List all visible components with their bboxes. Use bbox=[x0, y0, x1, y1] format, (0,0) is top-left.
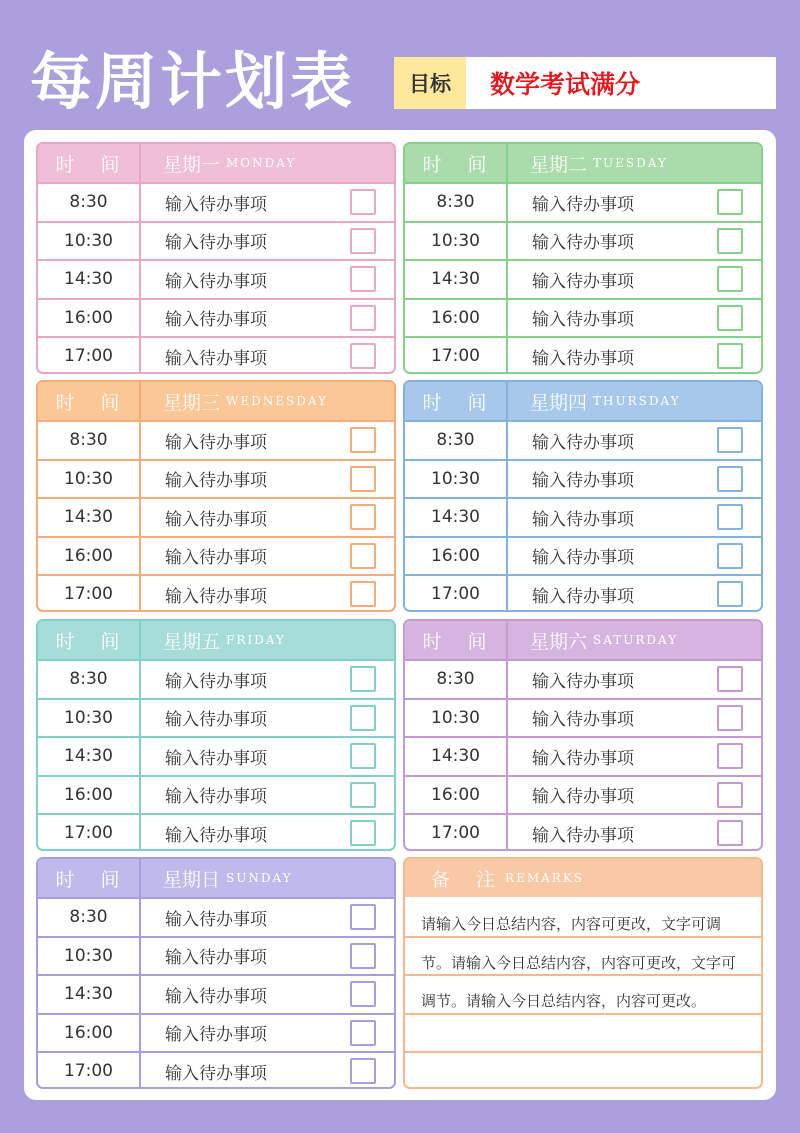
table-row bbox=[38, 182, 394, 221]
time-header: 时 间 bbox=[38, 859, 141, 897]
checkbox[interactable] bbox=[350, 427, 376, 453]
time-header: 时 间 bbox=[38, 144, 141, 182]
checkbox[interactable] bbox=[350, 189, 376, 215]
goal-label: 目标 bbox=[394, 57, 466, 109]
task-text[interactable]: 输入待办事项 bbox=[532, 194, 634, 215]
row-task[interactable] bbox=[508, 184, 761, 221]
task-text[interactable]: 输入待办事项 bbox=[165, 909, 267, 930]
task-text[interactable]: 输入待办事项 bbox=[165, 1063, 267, 1084]
time-header: 时 间 bbox=[38, 621, 141, 659]
checkbox[interactable] bbox=[717, 743, 743, 769]
table-row bbox=[405, 698, 761, 737]
table-row bbox=[38, 974, 394, 1013]
day-panel-tuesday bbox=[403, 142, 763, 374]
checkbox[interactable] bbox=[717, 343, 743, 369]
row-time: 10:30 bbox=[38, 938, 141, 975]
task-text[interactable]: 输入待办事项 bbox=[165, 509, 267, 530]
table-row bbox=[38, 659, 394, 698]
row-time: 10:30 bbox=[405, 223, 508, 260]
day-header bbox=[405, 144, 761, 182]
checkbox[interactable] bbox=[350, 705, 376, 731]
table-row bbox=[38, 497, 394, 536]
row-time: 16:00 bbox=[38, 300, 141, 337]
task-text[interactable]: 输入待办事项 bbox=[165, 310, 267, 331]
table-row bbox=[405, 259, 761, 298]
row-time: 8:30 bbox=[38, 899, 141, 936]
task-text[interactable]: 输入待办事项 bbox=[165, 548, 267, 569]
time-header: 时 间 bbox=[405, 621, 508, 659]
row-time: 8:30 bbox=[405, 184, 508, 221]
task-text[interactable]: 输入待办事项 bbox=[532, 787, 634, 808]
task-text[interactable]: 输入待办事项 bbox=[532, 233, 634, 254]
table-row bbox=[405, 536, 761, 575]
task-text[interactable]: 输入待办事项 bbox=[165, 233, 267, 254]
checkbox[interactable] bbox=[717, 581, 743, 607]
day-title bbox=[508, 621, 761, 659]
task-text[interactable]: 输入待办事项 bbox=[165, 986, 267, 1007]
day-name-en: SUNDAY bbox=[226, 871, 293, 885]
row-task[interactable] bbox=[141, 184, 394, 221]
checkbox[interactable] bbox=[717, 189, 743, 215]
checkbox[interactable] bbox=[350, 228, 376, 254]
row-time: 8:30 bbox=[38, 661, 141, 698]
checkbox[interactable] bbox=[350, 581, 376, 607]
day-header bbox=[38, 621, 394, 659]
goal-box bbox=[394, 57, 776, 109]
row-time: 10:30 bbox=[38, 461, 141, 498]
task-text[interactable]: 输入待办事项 bbox=[165, 432, 267, 453]
remarks-panel bbox=[403, 857, 763, 1089]
day-name-en: FRIDAY bbox=[226, 633, 286, 647]
table-row bbox=[405, 775, 761, 814]
row-time: 14:30 bbox=[405, 499, 508, 536]
day-name-en: THURSDAY bbox=[593, 394, 681, 408]
row-task[interactable] bbox=[508, 700, 761, 737]
row-time: 14:30 bbox=[405, 738, 508, 775]
day-header bbox=[38, 859, 394, 897]
row-time: 8:30 bbox=[405, 422, 508, 459]
checkbox[interactable] bbox=[350, 466, 376, 492]
day-title bbox=[508, 144, 761, 182]
task-text[interactable]: 输入待办事项 bbox=[532, 710, 634, 731]
day-title bbox=[141, 144, 394, 182]
day-title bbox=[141, 382, 394, 420]
row-task[interactable] bbox=[141, 422, 394, 459]
task-text[interactable]: 输入待办事项 bbox=[165, 825, 267, 846]
row-task[interactable] bbox=[141, 1015, 394, 1052]
row-task[interactable] bbox=[508, 538, 761, 575]
task-text[interactable]: 输入待办事项 bbox=[532, 671, 634, 692]
day-panel-saturday bbox=[403, 619, 763, 851]
day-title bbox=[508, 382, 761, 420]
row-time: 17:00 bbox=[405, 815, 508, 851]
row-task[interactable] bbox=[141, 538, 394, 575]
day-name-cn: 星期六 bbox=[530, 630, 588, 653]
task-text[interactable]: 输入待办事项 bbox=[165, 748, 267, 769]
table-row bbox=[38, 459, 394, 498]
table-row bbox=[405, 659, 761, 698]
table-row bbox=[38, 813, 394, 851]
row-time: 10:30 bbox=[38, 700, 141, 737]
day-name-cn: 星期日 bbox=[163, 868, 221, 891]
row-time: 17:00 bbox=[405, 576, 508, 612]
row-time: 17:00 bbox=[38, 338, 141, 374]
day-panel-friday bbox=[36, 619, 396, 851]
row-time: 10:30 bbox=[38, 223, 141, 260]
checkbox[interactable] bbox=[350, 343, 376, 369]
checkbox[interactable] bbox=[350, 1058, 376, 1084]
checkbox[interactable] bbox=[717, 820, 743, 846]
row-task[interactable] bbox=[141, 461, 394, 498]
row-task[interactable] bbox=[141, 261, 394, 298]
row-task[interactable] bbox=[508, 300, 761, 337]
remarks-text[interactable]: 请输入今日总结内容，内容可更改，文字可调节。请输入今日总结内容，内容可更改，文字可调节。请输入今日总结内容，内容可更改。 bbox=[421, 915, 737, 1010]
row-time: 8:30 bbox=[405, 661, 508, 698]
row-task[interactable] bbox=[508, 223, 761, 260]
row-time: 10:30 bbox=[405, 700, 508, 737]
task-text[interactable]: 输入待办事项 bbox=[532, 509, 634, 530]
table-row bbox=[38, 775, 394, 814]
table-row bbox=[38, 536, 394, 575]
row-task[interactable] bbox=[141, 661, 394, 698]
remarks-header bbox=[405, 859, 761, 897]
task-text[interactable]: 输入待办事项 bbox=[165, 710, 267, 731]
row-task[interactable] bbox=[508, 777, 761, 814]
day-name-en: TUESDAY bbox=[593, 156, 668, 170]
row-time: 14:30 bbox=[38, 261, 141, 298]
task-text[interactable]: 输入待办事项 bbox=[532, 310, 634, 331]
row-task[interactable] bbox=[141, 223, 394, 260]
checkbox[interactable] bbox=[350, 266, 376, 292]
task-text[interactable]: 输入待办事项 bbox=[532, 586, 634, 607]
checkbox[interactable] bbox=[350, 543, 376, 569]
checkbox[interactable] bbox=[350, 666, 376, 692]
day-panel-wednesday bbox=[36, 380, 396, 612]
task-text[interactable]: 输入待办事项 bbox=[532, 748, 634, 769]
table-row bbox=[405, 298, 761, 337]
task-text[interactable]: 输入待办事项 bbox=[165, 194, 267, 215]
remarks-body[interactable] bbox=[405, 897, 761, 1089]
row-task[interactable] bbox=[508, 661, 761, 698]
checkbox[interactable] bbox=[350, 981, 376, 1007]
table-row bbox=[38, 259, 394, 298]
task-text[interactable]: 输入待办事项 bbox=[165, 271, 267, 292]
row-task[interactable] bbox=[508, 499, 761, 536]
checkbox[interactable] bbox=[717, 427, 743, 453]
day-name-cn: 星期四 bbox=[530, 391, 588, 414]
row-task[interactable] bbox=[508, 738, 761, 775]
row-time: 16:00 bbox=[38, 538, 141, 575]
table-row bbox=[38, 1013, 394, 1052]
table-row bbox=[405, 459, 761, 498]
row-task[interactable] bbox=[508, 576, 761, 612]
checkbox[interactable] bbox=[717, 228, 743, 254]
checkbox[interactable] bbox=[717, 305, 743, 331]
task-text[interactable]: 输入待办事项 bbox=[532, 348, 634, 369]
row-time: 8:30 bbox=[38, 422, 141, 459]
task-text[interactable]: 输入待办事项 bbox=[165, 948, 267, 969]
checkbox[interactable] bbox=[717, 782, 743, 808]
row-time: 14:30 bbox=[38, 499, 141, 536]
row-task[interactable] bbox=[141, 499, 394, 536]
task-text[interactable]: 输入待办事项 bbox=[165, 471, 267, 492]
checkbox[interactable] bbox=[717, 543, 743, 569]
row-task[interactable] bbox=[508, 338, 761, 374]
row-task[interactable] bbox=[141, 976, 394, 1013]
row-time: 10:30 bbox=[405, 461, 508, 498]
table-row bbox=[405, 336, 761, 374]
remarks-title: 备 注 bbox=[431, 868, 506, 891]
row-time: 17:00 bbox=[38, 576, 141, 612]
table-row bbox=[38, 897, 394, 936]
time-header: 时 间 bbox=[405, 382, 508, 420]
row-time: 17:00 bbox=[405, 338, 508, 374]
table-row bbox=[38, 221, 394, 260]
task-text[interactable]: 输入待办事项 bbox=[165, 586, 267, 607]
row-task[interactable] bbox=[141, 738, 394, 775]
row-time: 8:30 bbox=[38, 184, 141, 221]
row-time: 16:00 bbox=[38, 1015, 141, 1052]
remarks-line bbox=[405, 1051, 761, 1089]
task-text[interactable]: 输入待办事项 bbox=[165, 348, 267, 369]
row-task[interactable] bbox=[508, 422, 761, 459]
day-header bbox=[38, 144, 394, 182]
table-row bbox=[38, 336, 394, 374]
row-task[interactable] bbox=[508, 815, 761, 851]
table-row bbox=[405, 182, 761, 221]
day-title bbox=[141, 621, 394, 659]
row-time: 16:00 bbox=[38, 777, 141, 814]
table-row bbox=[405, 221, 761, 260]
table-row bbox=[405, 574, 761, 612]
table-row bbox=[38, 298, 394, 337]
day-name-en: MONDAY bbox=[226, 156, 297, 170]
day-panel-monday bbox=[36, 142, 396, 374]
row-time: 17:00 bbox=[38, 1053, 141, 1089]
task-text[interactable]: 输入待办事项 bbox=[532, 548, 634, 569]
row-time: 16:00 bbox=[405, 538, 508, 575]
row-time: 14:30 bbox=[38, 738, 141, 775]
row-task[interactable] bbox=[141, 815, 394, 851]
table-row bbox=[38, 1051, 394, 1089]
task-text[interactable]: 输入待办事项 bbox=[165, 671, 267, 692]
row-time: 14:30 bbox=[38, 976, 141, 1013]
row-task[interactable] bbox=[141, 576, 394, 612]
day-name-cn: 星期五 bbox=[163, 630, 221, 653]
row-task[interactable] bbox=[508, 461, 761, 498]
day-name-cn: 星期二 bbox=[530, 153, 588, 176]
table-row bbox=[405, 420, 761, 459]
table-row bbox=[405, 497, 761, 536]
goal-value[interactable]: 数学考试满分 bbox=[490, 70, 641, 99]
row-time: 16:00 bbox=[405, 777, 508, 814]
checkbox[interactable] bbox=[717, 266, 743, 292]
day-header bbox=[405, 382, 761, 420]
table-row bbox=[38, 936, 394, 975]
row-task[interactable] bbox=[141, 338, 394, 374]
checkbox[interactable] bbox=[717, 705, 743, 731]
day-name-en: WEDNESDAY bbox=[226, 394, 328, 408]
day-name-cn: 星期三 bbox=[163, 391, 221, 414]
task-text[interactable]: 输入待办事项 bbox=[532, 825, 634, 846]
page-title: 每周计划表 bbox=[30, 45, 356, 118]
day-title bbox=[141, 859, 394, 897]
task-text[interactable]: 输入待办事项 bbox=[532, 471, 634, 492]
row-task[interactable] bbox=[141, 938, 394, 975]
checkbox[interactable] bbox=[717, 666, 743, 692]
checkbox[interactable] bbox=[350, 1020, 376, 1046]
row-task[interactable] bbox=[141, 700, 394, 737]
task-text[interactable]: 输入待办事项 bbox=[532, 432, 634, 453]
row-task[interactable] bbox=[141, 1053, 394, 1089]
row-task[interactable] bbox=[508, 261, 761, 298]
table-row bbox=[405, 736, 761, 775]
row-task[interactable] bbox=[141, 777, 394, 814]
day-panel-thursday bbox=[403, 380, 763, 612]
row-task[interactable] bbox=[141, 899, 394, 936]
day-header bbox=[38, 382, 394, 420]
table-row bbox=[38, 574, 394, 612]
table-row bbox=[38, 698, 394, 737]
checkbox[interactable] bbox=[717, 504, 743, 530]
row-time: 17:00 bbox=[38, 815, 141, 851]
task-text[interactable]: 输入待办事项 bbox=[165, 1025, 267, 1046]
table-row bbox=[38, 420, 394, 459]
checkbox[interactable] bbox=[350, 943, 376, 969]
checkbox[interactable] bbox=[350, 820, 376, 846]
remarks-title-en: REMARKS bbox=[505, 871, 585, 885]
time-header: 时 间 bbox=[38, 382, 141, 420]
row-time: 14:30 bbox=[405, 261, 508, 298]
planner-card bbox=[24, 130, 776, 1100]
day-name-en: SATURDAY bbox=[593, 633, 679, 647]
time-header: 时 间 bbox=[405, 144, 508, 182]
row-time: 16:00 bbox=[405, 300, 508, 337]
table-row bbox=[405, 813, 761, 851]
checkbox[interactable] bbox=[350, 904, 376, 930]
table-row bbox=[38, 736, 394, 775]
day-panel-sunday bbox=[36, 857, 396, 1089]
day-name-cn: 星期一 bbox=[163, 153, 221, 176]
checkbox[interactable] bbox=[350, 305, 376, 331]
day-header bbox=[405, 621, 761, 659]
task-text[interactable]: 输入待办事项 bbox=[165, 787, 267, 808]
checkbox[interactable] bbox=[350, 504, 376, 530]
checkbox[interactable] bbox=[717, 466, 743, 492]
task-text[interactable]: 输入待办事项 bbox=[532, 271, 634, 292]
checkbox[interactable] bbox=[350, 782, 376, 808]
checkbox[interactable] bbox=[350, 743, 376, 769]
row-task[interactable] bbox=[141, 300, 394, 337]
